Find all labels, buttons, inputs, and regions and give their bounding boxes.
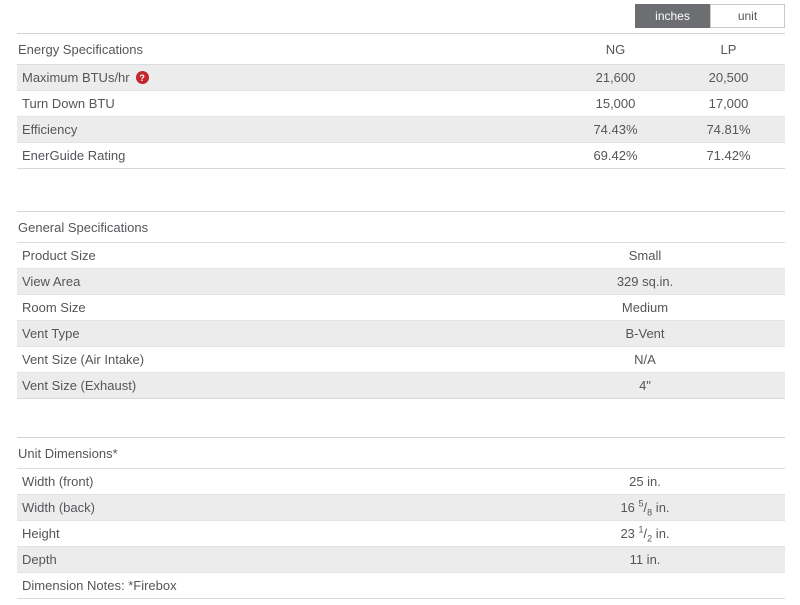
- spec-row: [17, 572, 785, 598]
- spec-label: [17, 474, 505, 489]
- spec-label-text: View Area: [22, 274, 81, 289]
- spec-label-text: EnerGuide Rating: [22, 148, 126, 163]
- spec-row: [17, 142, 785, 168]
- spec-value: N/A: [634, 352, 656, 367]
- spec-label: [17, 300, 505, 315]
- spec-label: [17, 526, 505, 541]
- energy-section-header: [17, 33, 785, 64]
- spec-label-text: Vent Size (Exhaust): [22, 378, 137, 393]
- spec-label: [17, 500, 505, 515]
- spec-value-ng: 21,600: [595, 70, 636, 85]
- spec-row: [17, 90, 785, 116]
- spec-label-text: Vent Type: [22, 326, 80, 341]
- spec-label-text: Efficiency: [22, 122, 78, 137]
- section-title: Energy Specifications: [18, 41, 144, 57]
- spec-value: 4": [639, 378, 651, 393]
- spec-label: [17, 378, 505, 393]
- spec-label: [17, 248, 505, 263]
- energy-rows: [17, 64, 785, 169]
- section-title: Unit Dimensions*: [18, 445, 118, 461]
- spec-label: [17, 122, 559, 137]
- spec-row: [17, 520, 785, 546]
- dimensions-section-header: [17, 437, 785, 468]
- spec-label-text: Dimension Notes: *Firebox: [22, 578, 177, 593]
- section-unit-dimensions: [17, 437, 785, 599]
- spec-value: 23 $^1/_2$ in.: [620, 524, 670, 544]
- general-section-header: [17, 211, 785, 242]
- spec-value-lp: 74.81%: [706, 122, 751, 137]
- spec-row: [17, 546, 785, 572]
- help-icon[interactable]: ?: [136, 71, 149, 84]
- spec-value: B-Vent: [625, 326, 665, 341]
- toggle-unit-button[interactable]: unit: [710, 4, 785, 28]
- spec-row: [17, 320, 785, 346]
- spec-label-text: Depth: [22, 552, 57, 567]
- spec-row: [17, 116, 785, 142]
- spec-row: [17, 468, 785, 494]
- section-general-specifications: [17, 211, 785, 399]
- spec-label-text: Width (back): [22, 500, 95, 515]
- toggle-inches-button[interactable]: inches: [635, 4, 710, 28]
- spec-label-text: Product Size: [22, 248, 96, 263]
- spec-value-ng: 15,000: [595, 96, 636, 111]
- spec-row: [17, 346, 785, 372]
- spec-row: [17, 294, 785, 320]
- spec-label: [17, 578, 505, 593]
- unit-toggle-group: [17, 0, 785, 28]
- spec-value-lp: 71.42%: [706, 148, 751, 163]
- spec-page: [17, 0, 785, 599]
- section-energy-specifications: [17, 33, 785, 169]
- spec-value: 329 sq.in.: [616, 274, 674, 289]
- column-header-ng: NG: [605, 41, 626, 57]
- spec-label-text: Height: [22, 526, 60, 541]
- spec-label: [17, 352, 505, 367]
- spec-value-lp: 17,000: [708, 96, 749, 111]
- section-title: General Specifications: [18, 219, 149, 235]
- general-rows: [17, 242, 785, 399]
- spec-value-lp: 20,500: [708, 70, 749, 85]
- spec-row: [17, 64, 785, 90]
- spec-label: [17, 326, 505, 341]
- spec-label: [17, 552, 505, 567]
- spec-value: 11 in.: [629, 552, 661, 567]
- spec-value-ng: 74.43%: [593, 122, 638, 137]
- spec-label-text: Room Size: [22, 300, 86, 315]
- spec-label: [17, 274, 505, 289]
- spec-label-text: Maximum BTUs/hr: [22, 70, 130, 85]
- spec-label: [17, 70, 559, 85]
- spec-value: 25 in.: [629, 474, 661, 489]
- spec-value: 16 $^5/_8$ in.: [620, 498, 670, 518]
- spec-value: Medium: [621, 300, 669, 315]
- spec-label: [17, 148, 559, 163]
- column-header-lp: LP: [720, 41, 737, 57]
- dimensions-rows: [17, 468, 785, 599]
- spec-label-text: Turn Down BTU: [22, 96, 115, 111]
- spec-label-text: Vent Size (Air Intake): [22, 352, 145, 367]
- spec-label: [17, 96, 559, 111]
- spec-row: [17, 372, 785, 398]
- spec-value: Small: [628, 248, 662, 263]
- spec-label-text: Width (front): [22, 474, 94, 489]
- spec-row: [17, 242, 785, 268]
- spec-row: [17, 494, 785, 520]
- spec-row: [17, 268, 785, 294]
- spec-value-ng: 69.42%: [593, 148, 638, 163]
